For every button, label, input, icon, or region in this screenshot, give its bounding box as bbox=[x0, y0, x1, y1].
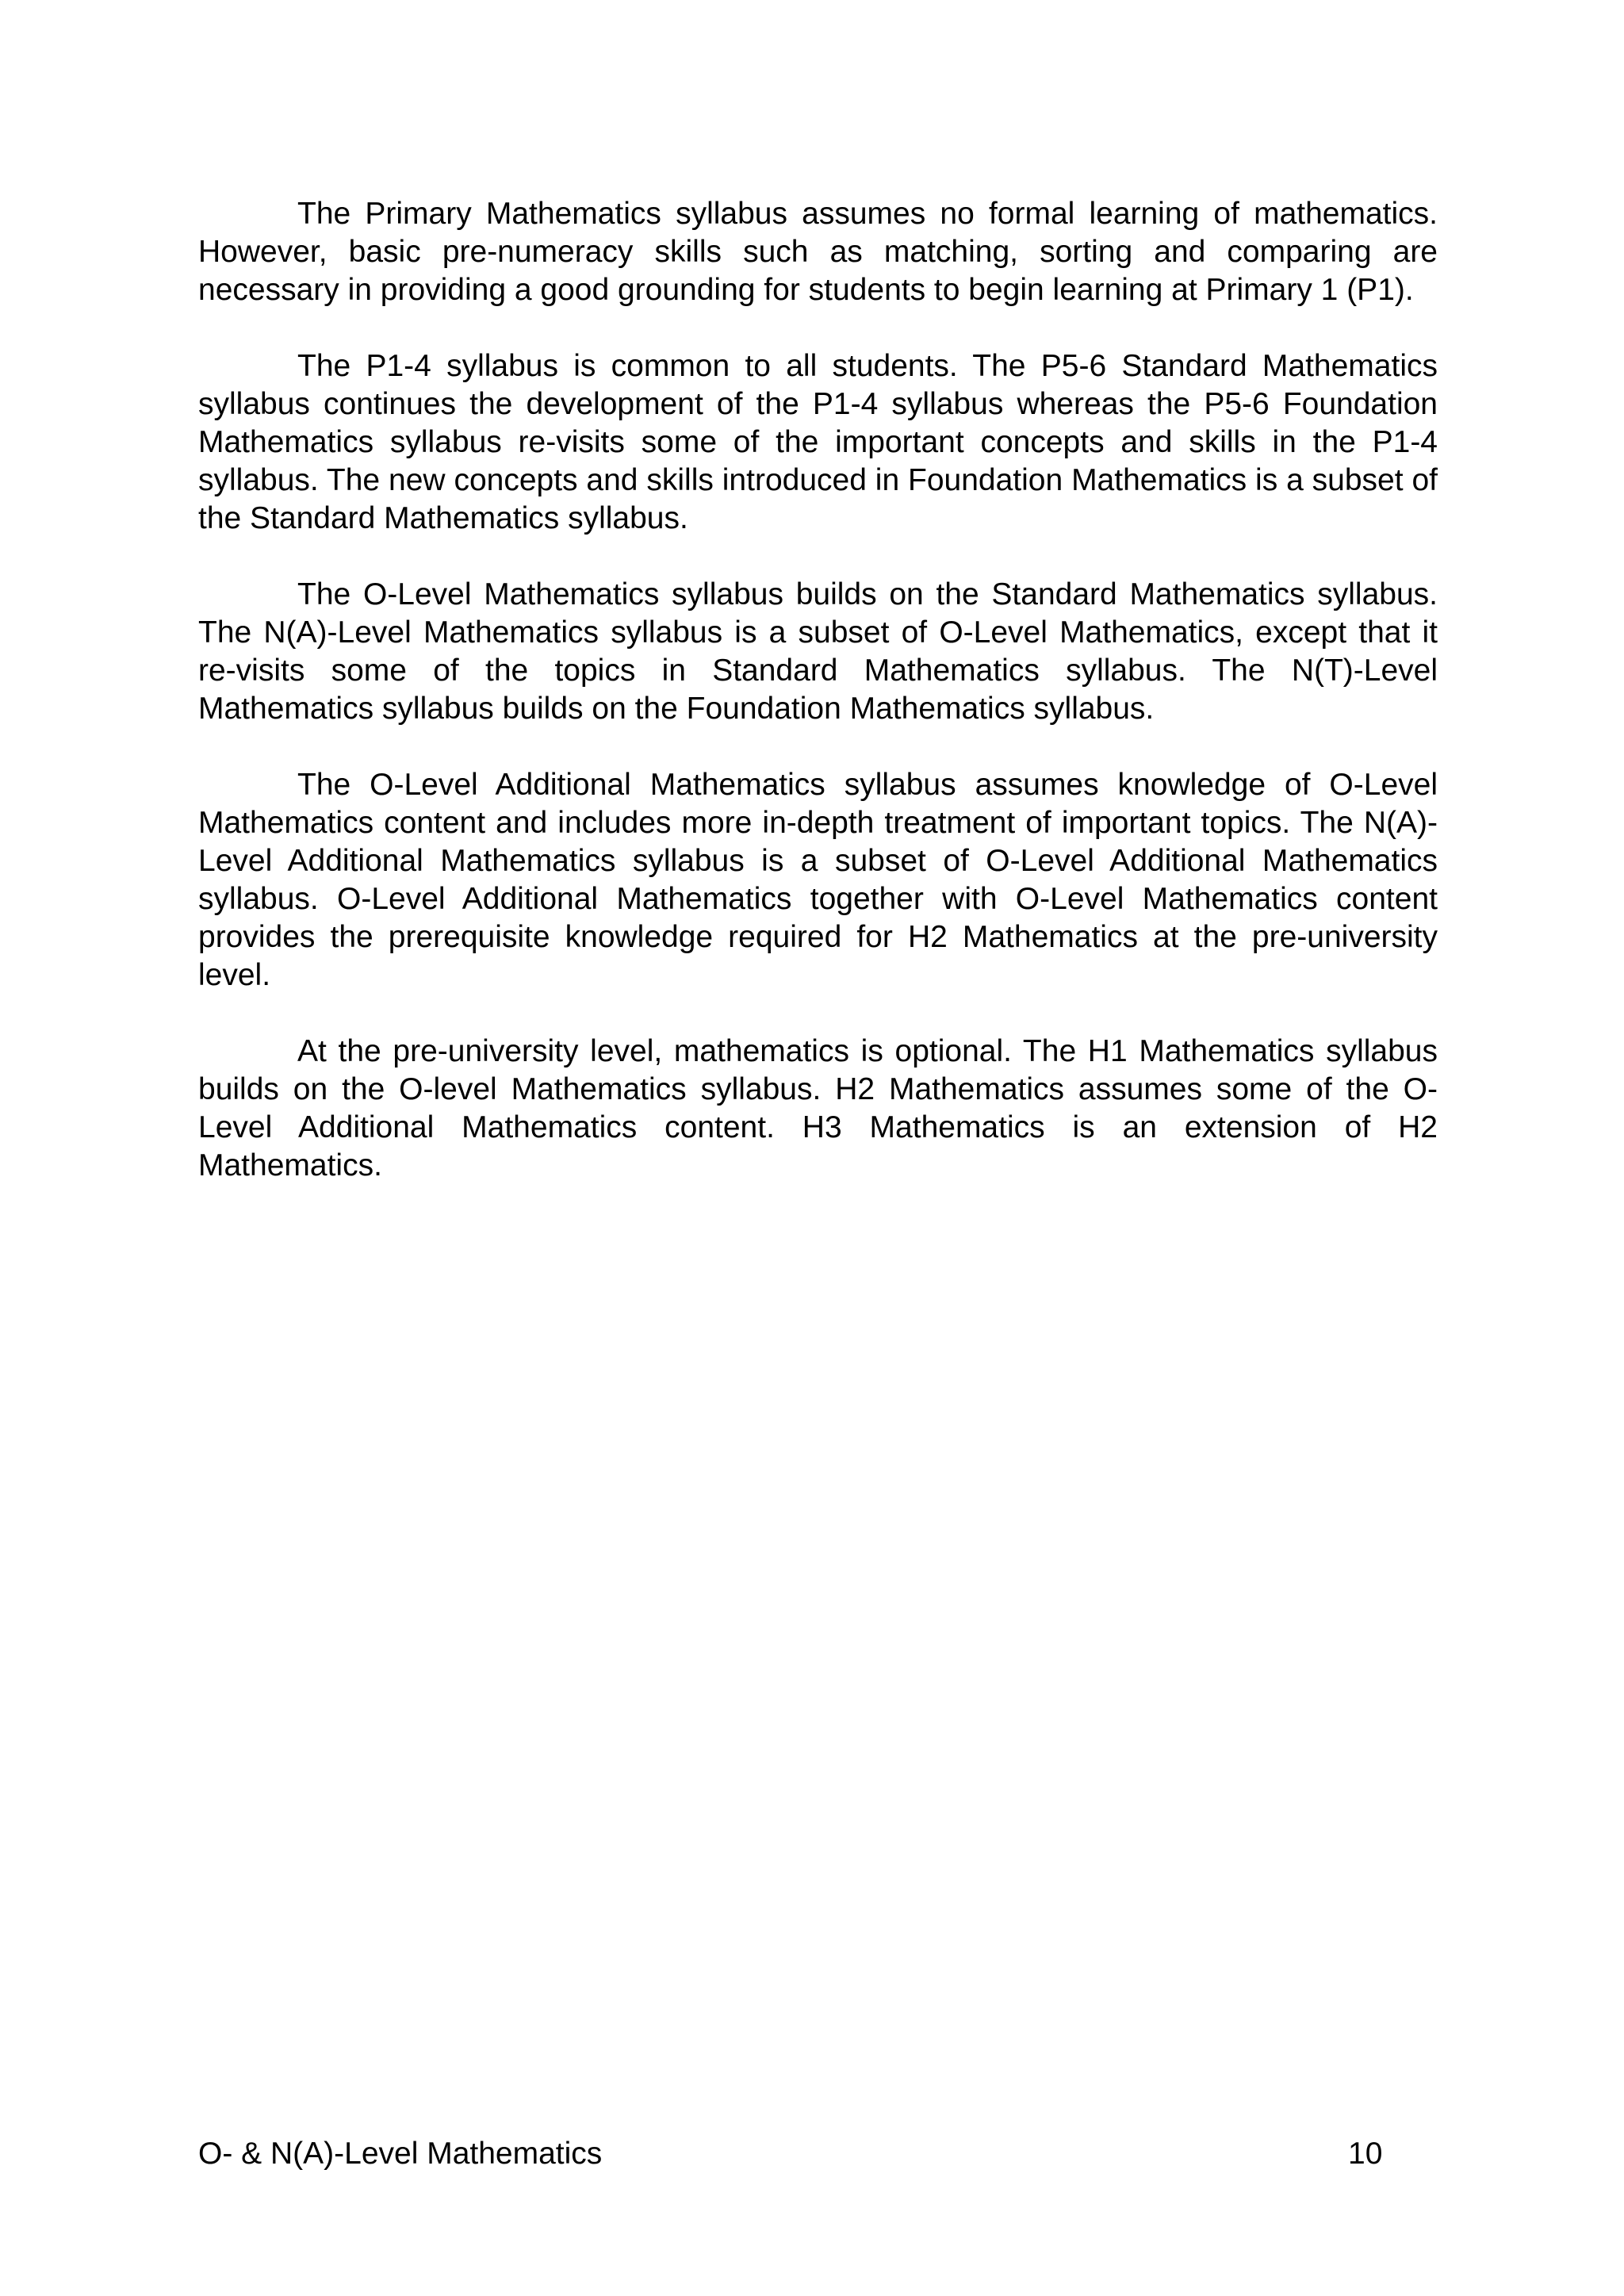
paragraph-pre-university: At the pre-university level, mathematics is optional. The H1 Mathematics syllabus builds on the O-level Mathematics syllabus. H2 Mathematics assumes some of the O-Level Additional Mathematics content. H3 Mathematics is an extension of H2 Mathematics. bbox=[198, 1034, 1438, 1182]
paragraph-p1-4: The P1-4 syllabus is common to all students. The P5-6 Standard Mathematics syllabus continues the development of the P1-4 syllabus whereas the P5-6 Foundation Mathematics syllabus re-visits some of the important concepts and skills in the P1-4 syllabus. The new concepts and skills introduced in Foundation Mathematics is a subset of the Standard Mathematics syllabus. bbox=[198, 349, 1438, 535]
page-number: 10 bbox=[1348, 2137, 1383, 2171]
paragraph-primary: The Primary Mathematics syllabus assumes no formal learning of mathematics. However, basic pre-numeracy skills such as matching, sorting and comparing are necessary in providing a good grounding for students to begin learning at Primary 1 (P1). bbox=[198, 197, 1438, 307]
footer-title: O- & N(A)-Level Mathematics bbox=[198, 2137, 603, 2171]
paragraph-additional-math: The O-Level Additional Mathematics syllabus assumes knowledge of O-Level Mathematics content and includes more in-depth treatment of important topics. The N(A)-Level Additional Mathematics syllabus is a subset of O-Level Additional Mathematics syllabus. O-Level Additional Mathematics together with O-Level Mathematics content provides the prerequisite knowledge required for H2 Mathematics at the pre-university level. bbox=[198, 768, 1438, 992]
paragraph-o-level: The O-Level Mathematics syllabus builds on the Standard Mathematics syllabus. The N(A)-Level Mathematics syllabus is a subset of O-Level Mathematics, except that it re-visits some of the topics in Standard Mathematics syllabus. The N(T)-Level Mathematics syllabus builds on the Foundation Mathematics syllabus. bbox=[198, 577, 1438, 726]
body-text bbox=[198, 195, 1438, 1223]
